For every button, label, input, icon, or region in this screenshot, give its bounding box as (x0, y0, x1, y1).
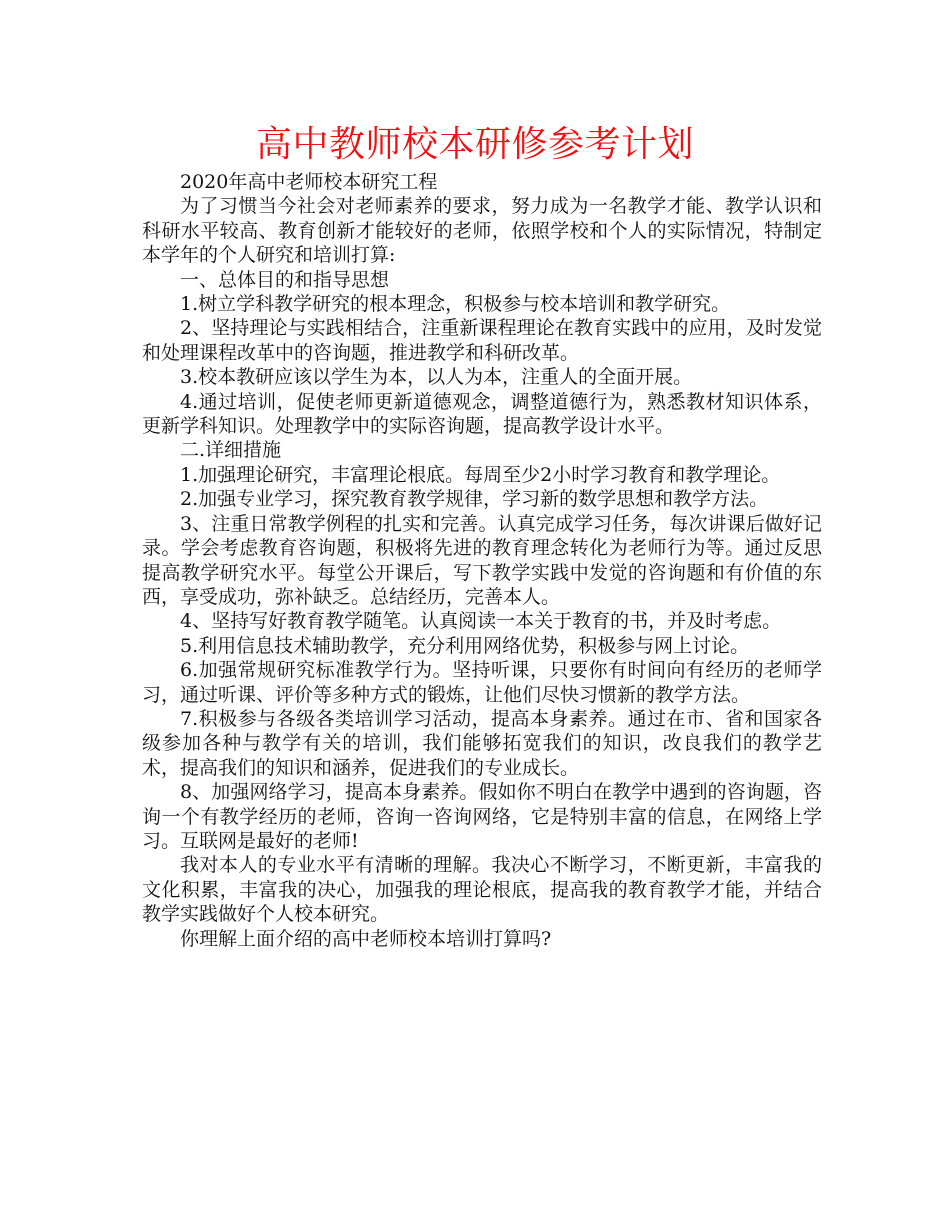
document-title: 高中教师校本研修参考计划 (255, 124, 694, 165)
paragraph: 2、坚持理论与实践相结合，注重新课程理论在教育实践中的应用，及时发觉和处理课程改革中的咨询题，推进教学和科研改革。 (142, 317, 822, 364)
paragraph: 为了习惯当今社会对老师素养的要求，努力成为一名教学才能、教学认识和科研水平较高、教育创新才能较好的老师，依照学校和个人的实际情况，特制定本学年的个人研究和培训打算: (142, 195, 822, 267)
paragraph: 1.树立学科教学研究的根本理念，积极参与校本培训和教学研究。 (180, 293, 731, 316)
section-heading: 二.详细措施 (180, 439, 282, 462)
paragraph: 4.通过培训，促使老师更新道德观念，调整道德行为，熟悉教材知识体系，更新学科知识。处理教学中的实际咨询题，提高教学设计水平。 (142, 390, 822, 438)
paragraph: 6.加强常规研究标准教学行为。坚持听课，只要你有时间向有经历的老师学习，通过听课、评价等多种方式的锻炼，让他们尽快习惯新的教学方法。 (142, 659, 822, 706)
paragraph: 7.积极参与各级各类培训学习活动，提高本身素养。通过在市、省和国家各级参加各种与教学有关的培训，我们能够拓宽我们的知识，改良我们的教学艺术，提高我们的知识和涵养，促进我们的专业成长。 (142, 707, 822, 779)
paragraph: 8、加强网络学习，提高本身素养。假如你不明白在教学中遇到的咨询题，咨询一个有教学经历的老师，咨询一咨询网络，它是特别丰富的信息，在网络上学习。互联网是最好的老师! (142, 781, 822, 852)
section-heading: 一、总体目的和指导思想 (180, 268, 390, 291)
paragraph: 4、坚持写好教育教学随笔。认真阅读一本关于教育的书，并及时考虑。 (180, 610, 782, 633)
paragraph: 2.加强专业学习，探究教育教学规律，学习新的数学思想和教学方法。 (180, 488, 769, 511)
paragraph: 你理解上面介绍的高中老师校本培训打算吗? (180, 927, 552, 950)
paragraph: 3.校本教研应该以学生为本，以人为本，注重人的全面开展。 (180, 366, 693, 389)
paragraph: 5.利用信息技术辅助教学，充分利用网络优势，积极参与网上讨论。 (180, 634, 750, 657)
paragraph: 1.加强理论研究，丰富理论根底。每周至少2小时学习教育和教学理论。 (180, 463, 781, 486)
paragraph: 2020年高中老师校本研究工程 (180, 171, 438, 193)
paragraph: 我对本人的专业水平有清晰的理解。我决心不断学习，不断更新，丰富我的文化积累，丰富我的决心，加强我的理论根底，提高我的教育教学才能，并结合教学实践做好个人校本研究。 (142, 854, 822, 926)
paragraph: 3、注重日常教学例程的扎实和完善。认真完成学习任务，每次讲课后做好记录。学会考虑教育咨询题，积极将先进的教育理念转化为老师行为等。通过反思提高教学研究水平。每堂公开课后，写下教学实践中发觉的咨询题和有价值的东西，享受成功，弥补缺乏。总结经历，完善本人。 (142, 512, 822, 608)
document-body (142, 170, 822, 951)
